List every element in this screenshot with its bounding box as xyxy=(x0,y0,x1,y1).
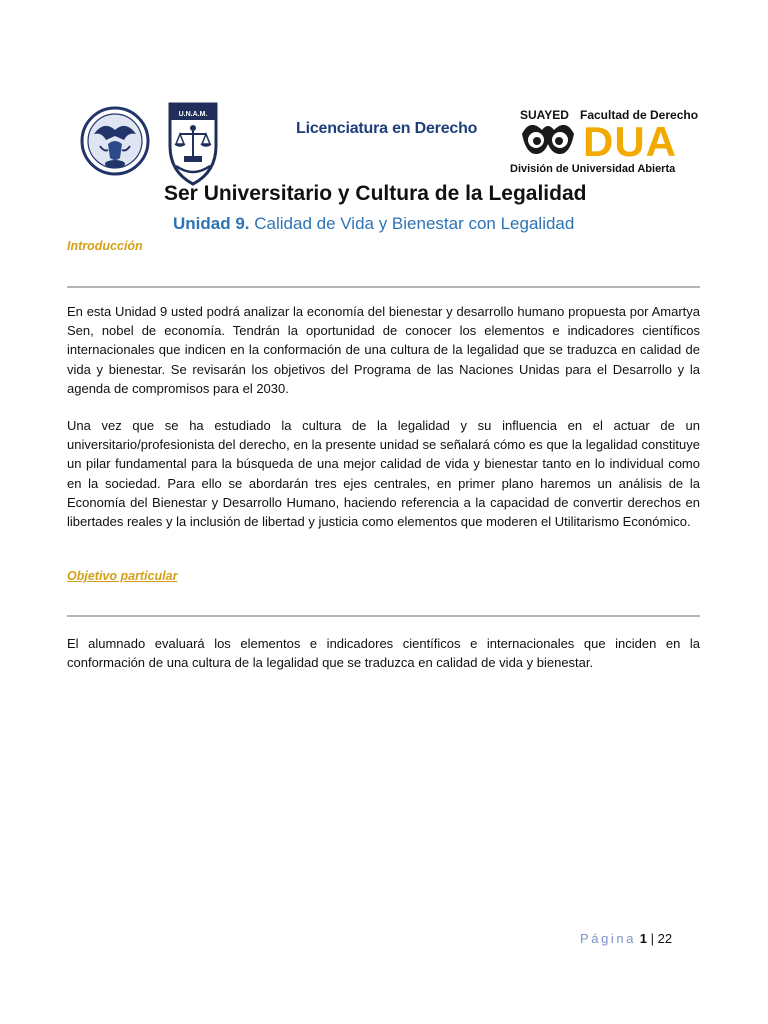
divider xyxy=(67,286,700,288)
objective-heading: Objetivo particular xyxy=(67,569,178,583)
divider xyxy=(67,615,700,617)
document-title: Ser Universitario y Cultura de la Legalidad xyxy=(164,182,587,205)
facultad-label: Facultad de Derecho xyxy=(580,108,699,122)
intro-paragraph-2: Una vez que se ha estudiado la cultura de la legalidad y su influencia en el actuar de un universitario/profesionista del derecho, en la presente unidad se señalará cómo es que la legalidad constituye un pilar fundamental para la búsqueda de una mejor calidad de vida y bienestar tanto en lo individual como en la sociedad. Para ello se abordarán tres ejes centrales, en primer plano haremos un análisis de la Economía del Bienestar y Desarrollo Humano, haciendo referencia a la capacidad de convertir derechos en libertades reales y la inclusión de libertad y justicia como elementos que moderen el Utilitarismo Económico. xyxy=(67,418,700,530)
dua-wordmark: DUA xyxy=(583,118,677,165)
current-page: 1 xyxy=(639,931,647,946)
intro-paragraph-1: En esta Unidad 9 usted podrá analizar la economía del bienestar y desarrollo humano propuesta por Amartya Sen, nobel de economía. Tendrán la oportunidad de conocer los elementos e indicadores científicos internacionales que indicen en la conformación de una cultura de la legalidad que se traduzca en calidad de vida y bienestar. Se revisarán los objetivos del Programa de las Naciones Unidas para el Desarrollo y la agenda de compromisos para el 2030. xyxy=(67,304,700,396)
page-separator: | xyxy=(650,931,654,946)
program-name: Licenciatura en Derecho xyxy=(296,120,478,137)
page-footer xyxy=(580,931,672,946)
division-label: División de Universidad Abierta xyxy=(510,163,676,175)
suayed-label: SUAYED xyxy=(520,108,569,122)
unit-name: Calidad de Vida y Bienestar con Legalidad xyxy=(254,214,575,233)
unit-subtitle xyxy=(173,214,673,234)
unit-number: Unidad 9. xyxy=(173,214,250,233)
page-word: Página xyxy=(580,931,637,946)
intro-heading: Introducción xyxy=(67,239,143,253)
svg-text:U.N.A.M.: U.N.A.M. xyxy=(178,111,208,118)
facultad-derecho-shield-logo xyxy=(164,100,222,188)
unam-escudo-logo xyxy=(80,100,150,182)
total-pages: 22 xyxy=(657,931,673,946)
objective-paragraph: El alumnado evaluará los elementos e indicadores científicos e internacionales que inciden en la conformación de una cultura de la legalidad que se traduzca en calidad de vida y bienestar. xyxy=(67,636,700,671)
